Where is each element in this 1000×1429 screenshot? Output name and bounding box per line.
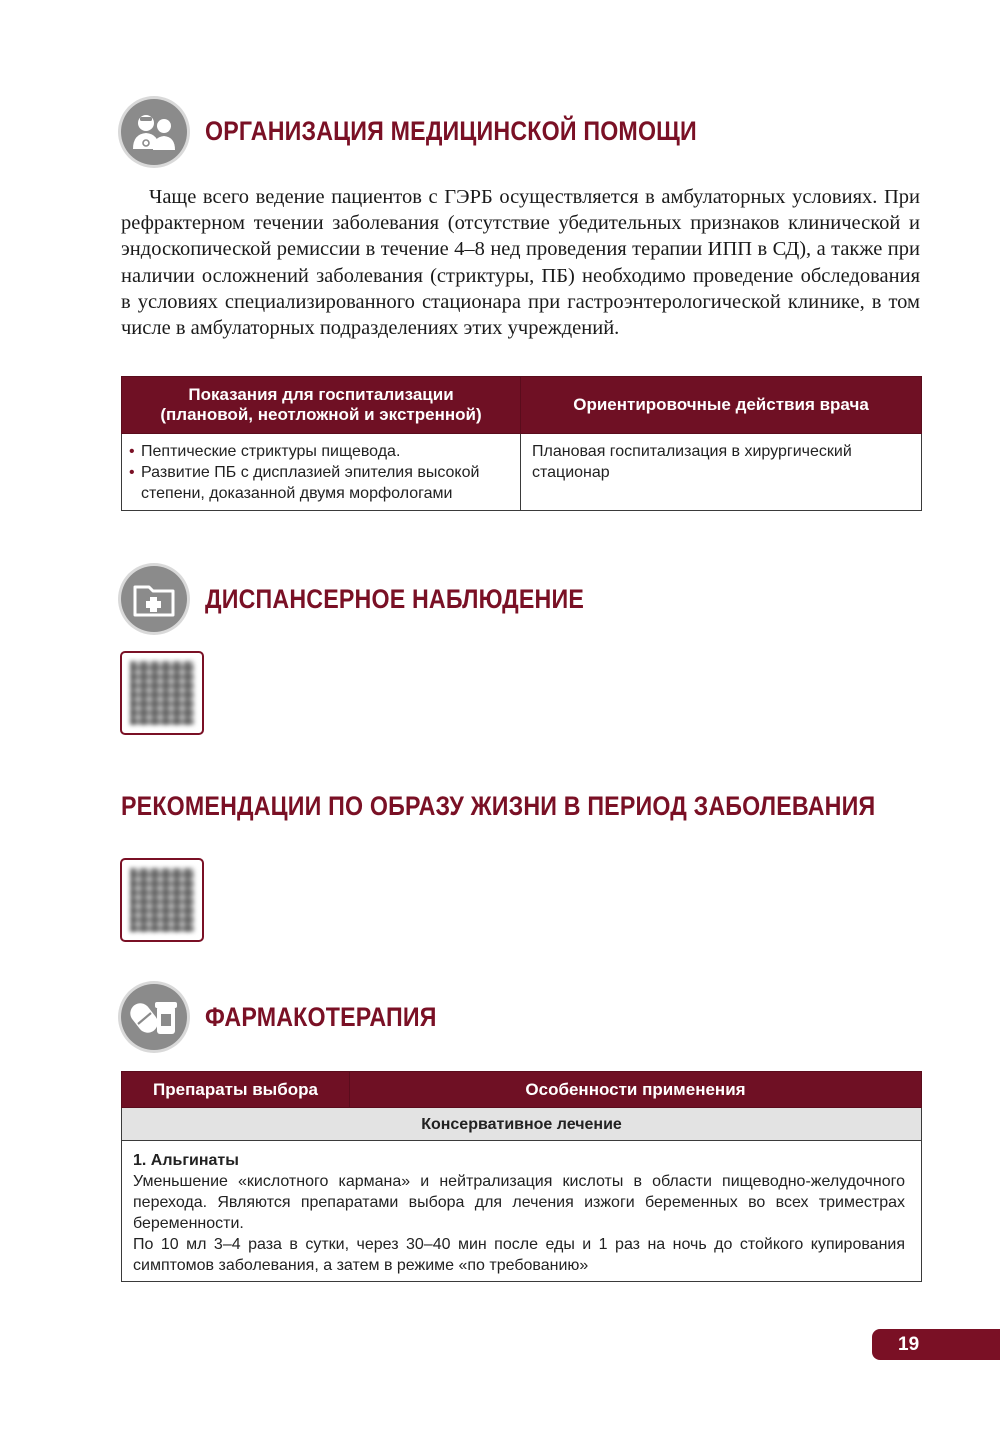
pills-icon xyxy=(121,984,187,1050)
item-dosage: По 10 мл 3–4 раза в сутки, через 30–40 мин после еды и 1 раз на ночь до стойкого купирования симптомов заболевания, а затем в режиме «по требованию» xyxy=(133,1236,905,1274)
intro-paragraph: Чаще всего ведение пациентов с ГЭРБ осуществляется в амбулаторных условиях. При рефрактерном течении заболевания (отсутствие убедительных признаков клинической и эндоскопической ремиссии в течение 4–8 нед проведения терапии ИПП в СД), а также при наличии осложнений заболевания (стриктуры, ПБ) необходимо проведение обследования в условиях специализированного стационара при гастроэнтерологической клинике, в том числе в амбулаторных подразделениях этих учреждений. xyxy=(121,186,920,340)
alginates-cell xyxy=(122,1141,922,1282)
section-title-organization: ОРГАНИЗАЦИЯ МЕДИЦИНСКОЙ ПОМОЩИ xyxy=(205,116,697,146)
section-title-lifestyle: РЕКОМЕНДАЦИИ ПО ОБРАЗУ ЖИЗНИ В ПЕРИОД ЗАБОЛЕВАНИЯ xyxy=(121,791,876,821)
hospitalization-table xyxy=(121,376,922,511)
header-indications-line1: Показания для госпитализации xyxy=(188,385,454,404)
header-doctor-actions: Ориентировочные действия врача xyxy=(521,377,922,434)
header-drugs-of-choice: Препараты выбора xyxy=(122,1072,350,1108)
page-number: 19 xyxy=(872,1329,1000,1360)
indication-item: • Развитие ПБ с дисплазией эпителия высокой степени, доказанной двумя морфологами xyxy=(129,462,512,504)
qr-code-dispensary[interactable] xyxy=(120,651,204,735)
subheader-conservative-treatment: Консервативное лечение xyxy=(122,1108,922,1141)
drug-table xyxy=(121,1071,922,1282)
qr-code-lifestyle[interactable] xyxy=(120,858,204,942)
indication-item: • Пептические стриктуры пищевода. xyxy=(129,441,512,462)
medical-folder-icon xyxy=(121,566,187,632)
doctors-icon xyxy=(121,99,187,165)
item-title: 1. Альгинаты xyxy=(133,1152,239,1169)
item-description: Уменьшение «кислотного кармана» и нейтрализация кислоты в области пищеводно-желудочного перехода. Являются препаратами выбора для лечения изжоги беременных во всех триместрах беременности. xyxy=(133,1173,905,1232)
section-title-pharmacotherapy: ФАРМАКОТЕРАПИЯ xyxy=(205,1002,437,1032)
section-title-dispensary: ДИСПАНСЕРНОЕ НАБЛЮДЕНИЕ xyxy=(205,584,584,614)
indications-cell xyxy=(122,434,521,511)
header-application-features: Особенности применения xyxy=(350,1072,922,1108)
header-indications-line2: (плановой, неотложной и экстренной) xyxy=(160,405,482,424)
action-cell: Плановая госпитализация в хирургический стационар xyxy=(521,434,922,511)
header-indications xyxy=(122,377,521,434)
